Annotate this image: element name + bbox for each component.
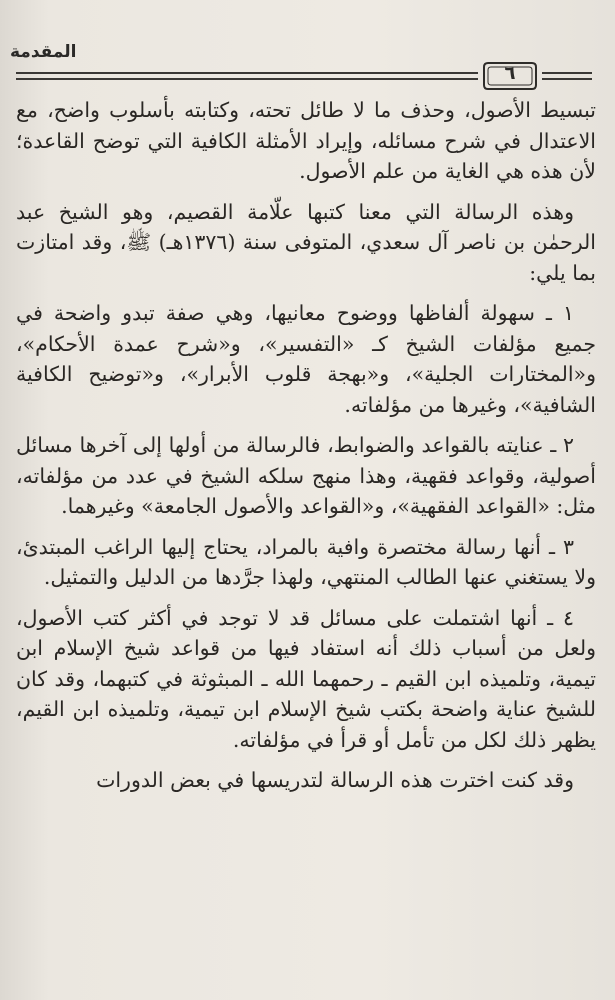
paragraph-continuation: تبسيط الأصول، وحذف ما لا طائل تحته، وكتابته بأسلوب واضح، مع الاعتدال في شرح مسائله، وإيراد الأمثلة الكافية التي توضح القاعدة؛ لأن هذه هي الغاية من علم الأصول. xyxy=(16,98,596,183)
list-item-4: ٤ ـ أنها اشتملت على مسائل قد لا توجد في أكثر كتب الأصول، ولعل من أسباب ذلك أنه استفاد فيها من قواعد شيخ الإسلام ابن تيمية، وتلميذه ابن القيم ـ رحمهما الله ـ المبثوثة في كتبهما، وقد كان للشيخ عناية واضحة بكتب شيخ الإسلام ابن تيمية، وتلميذه ابن القيم، يظهر ذلك لكل من تأمل أو قرأ في مؤلفاته. xyxy=(16,605,596,752)
body-text xyxy=(16,95,596,806)
paragraph-closing: وقد كنت اخترت هذه الرسالة لتدريسها في بعض الدورات xyxy=(96,768,574,792)
list-item-2: ٢ ـ عنايته بالقواعد والضوابط، فالرسالة من أولها إلى آخرها مسائل أصولية، وقواعد فقهية، وهذا منهج سلكه الشيخ في عدد من مؤلفاته، مثل: «القواعد الفقهية»، و«القواعد والأصول الجامعة» وغيرهما. xyxy=(16,433,596,518)
page-header xyxy=(0,40,615,100)
header-rule-right xyxy=(542,72,592,80)
page-number-frame xyxy=(482,60,538,92)
paragraph-introduction: وهذه الرسالة التي معنا كتبها علّامة القصيم، وهو الشيخ عبد الرحمٰن بن ناصر آل سعدي، المتوفى سنة (١٣٧٦هـ) ﷺ، وقد امتازت بما يلي: xyxy=(16,199,596,285)
list-item-3: ٣ ـ أنها رسالة مختصرة وافية بالمراد، يحتاج إليها الراغب المبتدئ، ولا يستغني عنها الطالب المنتهي، ولهذا جرَّدها من الدليل والتمثيل. xyxy=(16,534,596,589)
running-title: المقدمة xyxy=(10,42,77,62)
page-number: ٦ xyxy=(504,63,516,84)
header-rule-left xyxy=(16,72,478,80)
list-item-1: ١ ـ سهولة ألفاظها ووضوح معانيها، وهي صفة تبدو واضحة في جميع مؤلفات الشيخ كـ «التفسير»، و«شرح عمدة الأحكام»، و«المختارات الجلية»، و«بهجة قلوب الأبرار»، و«توضيح الكافية الشافية»، وغيرها من مؤلفاته. xyxy=(16,301,596,417)
